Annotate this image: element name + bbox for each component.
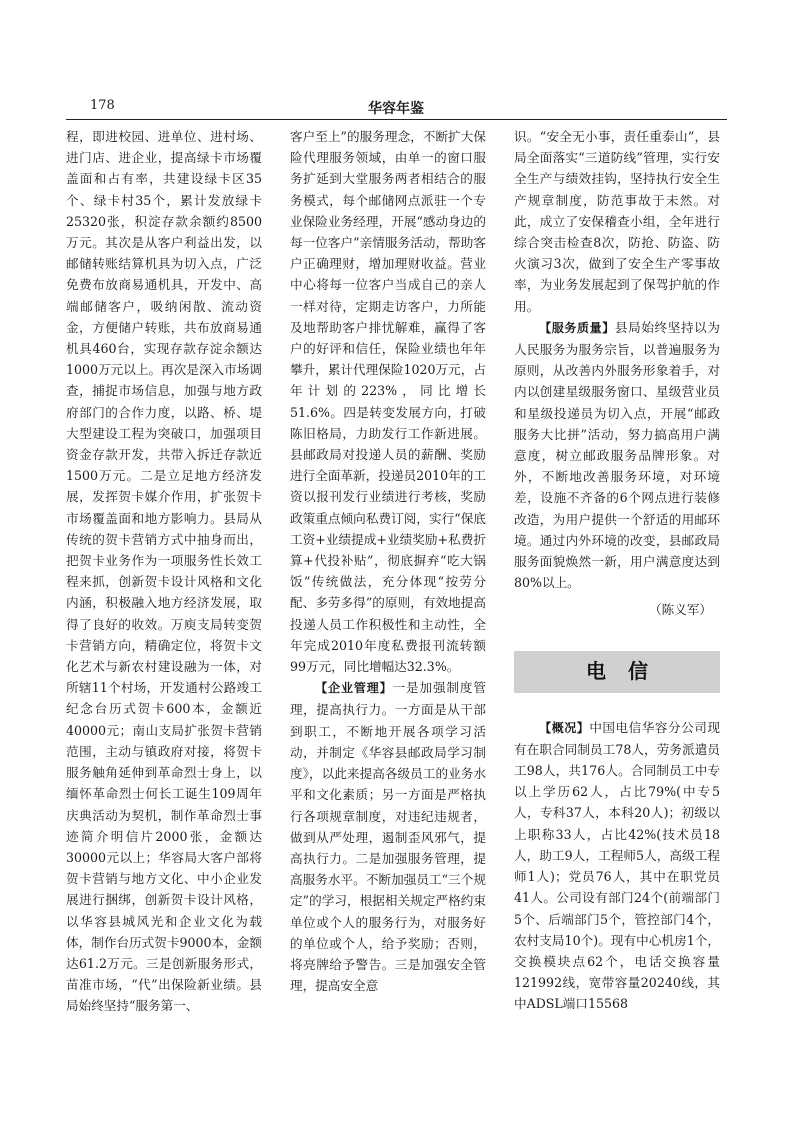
enterprise-management-text: 一是加强制度管理，提高执行力。一方面是从干部到职工，不断地开展各项学习活动，并制定《华容县邮政局学习制度》，以此来提高各级员工的业务水平和文化素质；另一方面是严格执行各项规章制度，对违纪违规者，做到从严处理，遏制歪风邪气，提高执行力。二是加强服务管理，提高服务水平。不断加强员工“三个规定”的学习，根据相关规定严格约束单位或个人的服务行为，对服务好的单位或个人，给予奖励；否则，将亮牌给予警告。三是加强安全管理，提高安全意: [290, 680, 486, 994]
service-quality-label: 【服务质量】: [539, 320, 615, 335]
column-3: [514, 126, 720, 1015]
column-2: [290, 126, 486, 996]
enterprise-management-label: 【企业管理】: [315, 681, 393, 696]
page-number: 178: [90, 98, 115, 113]
col1-paragraph: 程，即进校园、进单位、进村场、进门店、进企业，提高绿卡市场覆盖面和占有率，共建设绿卡区35个、绿卡村35个，累计发放绿卡25320张，积淀存款余额约8500万元。其次是从客户利益出发，以邮储转账结算机具为切入点，广泛免费布放商易通机具，开发中、高端邮储客户，吸纳闲散、流动资金，方便储户转账，共布放商易通机具460台，实现存款存淀余额达1000万元以上。再次是深入市场调查，捕捉市场信息，加强与地方政府部门的合作力度，以路、桥、堤大型建设工程为突破口，加强项目资金存款开发，共带入拆迁存款近1500万元。二是立足地方经济发展，发挥贺卡媒介作用，扩张贺卡市场覆盖面和地方影响力。县局从传统的贺卡营销方式中抽身而出，把贺卡业务作为一项服务性长效工程来抓，创新贺卡设计风格和文化内涵，积极融入地方经济发展，取得了良好的收效。万庾支局转变贺卡营销方向，精确定位，将贺卡文化艺术与新农村建设融为一体，对所辖11个村场，开发通村公路竣工纪念台历式贺卡600本，金额近40000元；南山支局扩张贺卡营销范围，主动与镇政府对接，将贺卡服务触角延伸到革命烈士身上，以缅怀革命烈士何长工诞生109周年庆典活动为契机，制作革命烈士事迹简介明信片2000张，金额达30000元以上；华容局大客户部将贺卡营销与地方文化、中小企业发展进行捆绑，创新贺卡设计风格，以华容县城风光和企业文化为载体，制作台历式贺卡9000本，金额达61.2万元。三是创新服务形式，苗准市场，“代”出保险新业绩。县局始终坚持“服务第一、: [66, 129, 262, 1014]
col3-paragraph-1: 识。“安全无小事，责任重泰山”，县局全面落实“三道防线”管理，实行安全生产与绩效挂钩，坚持执行安全生产规章制度，防范事故于未然。对此，成立了安保稽查小组，全年进行综合突击检查8次，防抢、防盗、防火演习3次，做到了安全生产零事故率，为业务发展起到了保驾护航的作用。: [514, 129, 720, 314]
section-heading-box: [514, 651, 720, 693]
book-title: 华容年鉴: [368, 101, 424, 117]
overview-label: 【概况】: [539, 720, 590, 735]
author-credit: （陈义军）: [649, 602, 712, 618]
section-title: 电信: [586, 659, 670, 684]
overview-text: 中国电信华容分公司现有在职合同制员工78人，劳务派遣员工98人，共176人。合同制员工中专以上学历62人，占比79%(中专5人，专科37人，本科20人)；初级以上职称33人，占比42%(技术员18人，助工9人，工程师5人，高级工程师1人)；党员76人，其中在职党员41人。公司设有部门24个(前端部门5个、后端部门5个，管控部门4个，农村支局10个)。现有中心机房1个，交换模块点62个，电话交换容量121992线，宽带容量20240线，其中ADSL端口15568: [514, 719, 720, 1012]
page-header: [66, 98, 726, 120]
service-quality-paragraph: [514, 317, 720, 594]
service-quality-text: 县局始终坚持以为人民服务为服务宗旨，以普遍服务为原则，从改善内外服务形象着手，对内以创建星级服务窗口、星级营业员和星级投递员为切入点，开展“邮政服务大比拼”活动，努力搞高用户满意度，树立邮政服务品牌形象。对外，不断地改善服务环境，对环境差，设施不齐备的6个网点进行装修改造，为用户提供一个舒适的用邮环境。通过内外环境的改变，县邮政局服务面貌焕然一新，用户满意度达到80%以上。: [514, 319, 720, 591]
enterprise-management-paragraph: [290, 677, 486, 996]
overview-paragraph: [514, 717, 720, 1015]
header-rule: [66, 119, 727, 120]
col2-paragraph-1: 客户至上”的服务理念，不断扩大保险代理服务领域，由单一的窗口服务扩延到大堂服务两者相结合的服务模式，每个邮储网点派驻一个专业保险业务经理，开展“感动身边的每一位客户”亲情服务活动，帮助客户正确理财，增加理财收益。营业中心将每一位客户当成自己的亲人一样对待，定期走访客户，力所能及地帮助客户排忧解难，赢得了客户的好评和信任，保险业绩也年年攀升，累计代理保险1020万元，占年计划的223%，同比增长51.6%。四是转变发展方向，打破陈旧格局，力助发行工作新进展。县邮政局对投递人员的薪酬、奖励进行全面革新，投递员2010年的工资以报刊发行业绩进行考核，奖励政策重点倾向私费订阅，实行“保底工资+业绩提成+业绩奖励+私费折算+代投补贴”，彻底摒弃“吃大锅饭”传统做法，充分体现“按劳分配、多劳多得”的原则，有效地提高投递人员工作积极性和主动性，全年完成2010年度私费报刊流转额99万元，同比增幅达32.3%。: [290, 129, 486, 675]
column-1: [66, 126, 262, 1017]
